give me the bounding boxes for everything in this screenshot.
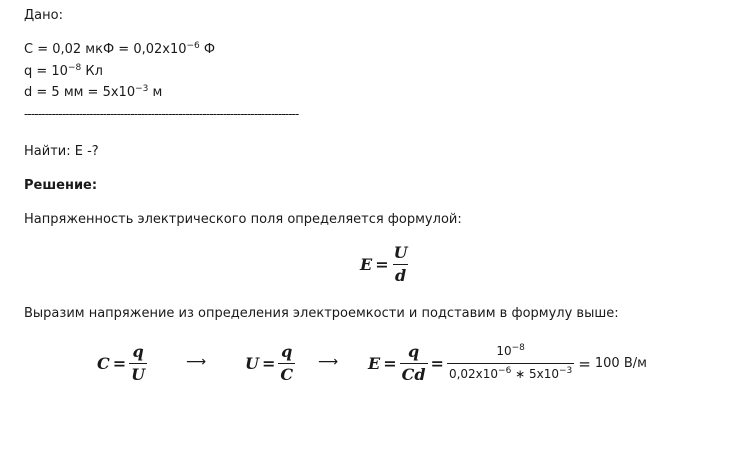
capacitance-exponent: −6 [186, 41, 200, 51]
formula-e-equals: = [383, 354, 397, 373]
formula-field-final [368, 343, 647, 384]
formula-e-numeric-numerator [494, 343, 527, 363]
formula-e-numeric-denominator [447, 363, 574, 384]
charge-unit: Кл [81, 64, 103, 79]
formula1-denominator: d [394, 266, 407, 285]
given-distance [24, 85, 162, 102]
formula-e-lhs: E [368, 354, 381, 373]
formula-c-lhs: C [97, 354, 110, 373]
arrow-right-icon: ⟶ [186, 354, 207, 370]
denominator-capacitance: 0,02x10 [448, 367, 499, 381]
distance-lhs: d = 5 мм = 5x10 [24, 85, 136, 100]
formula1-numerator: U [393, 243, 408, 262]
formula-e-numeric-fraction [447, 343, 574, 384]
formula-c-numerator: q [132, 342, 144, 361]
capacitance-lhs: C = 0,02 мкФ = 0,02x10 [24, 42, 187, 57]
formula-c-equals: = [112, 354, 127, 373]
formula-e-fraction [400, 343, 428, 384]
distance-exponent: −3 [135, 84, 149, 94]
given-charge [24, 64, 103, 81]
formula-e-denominator: Cd [401, 365, 426, 384]
formula-e-equals-3: = [578, 354, 591, 373]
formula1-fraction [392, 244, 410, 285]
denominator-capacitance-exponent: −6 [498, 366, 512, 376]
text-field-formula-intro: Напряженность электрического поля определяется формулой: [24, 212, 462, 227]
charge-lhs: q = 10 [24, 64, 68, 79]
distance-unit: м [148, 85, 163, 100]
arrow-right-icon-2: ⟶ [318, 354, 339, 370]
formula-u-denominator: C [280, 365, 294, 384]
capacitance-unit: Ф [199, 42, 216, 57]
separator-line: -------------------------------------------------------------------------------- [24, 107, 299, 121]
given-capacitance [24, 42, 215, 59]
solution-label: Решение: [24, 178, 98, 193]
formula-u-fraction [278, 343, 295, 384]
formula-e-equals-2: = [430, 354, 444, 373]
formula-capacitance [97, 343, 147, 384]
formula-c-denominator: U [131, 365, 146, 384]
denominator-multiply: ∗ [511, 367, 529, 381]
given-label: Дано: [24, 8, 63, 23]
formula-u-numerator: q [281, 342, 293, 361]
numerator-base: 10 [496, 344, 512, 358]
formula-e-result: 100 В/м [594, 356, 647, 371]
formula-e-numerator: q [407, 342, 420, 361]
formula-field-strength [360, 244, 410, 285]
formula-u-equals: = [261, 354, 276, 373]
find-label: Найти: E -? [24, 144, 99, 159]
formula-c-fraction [129, 343, 147, 384]
formula-u-lhs: U [245, 354, 259, 373]
text-express-voltage: Выразим напряжение из определения электроемкости и подставим в формулу выше: [24, 306, 619, 321]
numerator-exponent: −8 [511, 343, 525, 353]
formula1-lhs: E [360, 255, 373, 274]
charge-exponent: −8 [67, 63, 82, 73]
denominator-distance: 5x10 [529, 367, 560, 381]
formula-voltage [245, 343, 295, 384]
formula1-equals: = [375, 255, 389, 274]
denominator-distance-exponent: −3 [559, 366, 573, 376]
